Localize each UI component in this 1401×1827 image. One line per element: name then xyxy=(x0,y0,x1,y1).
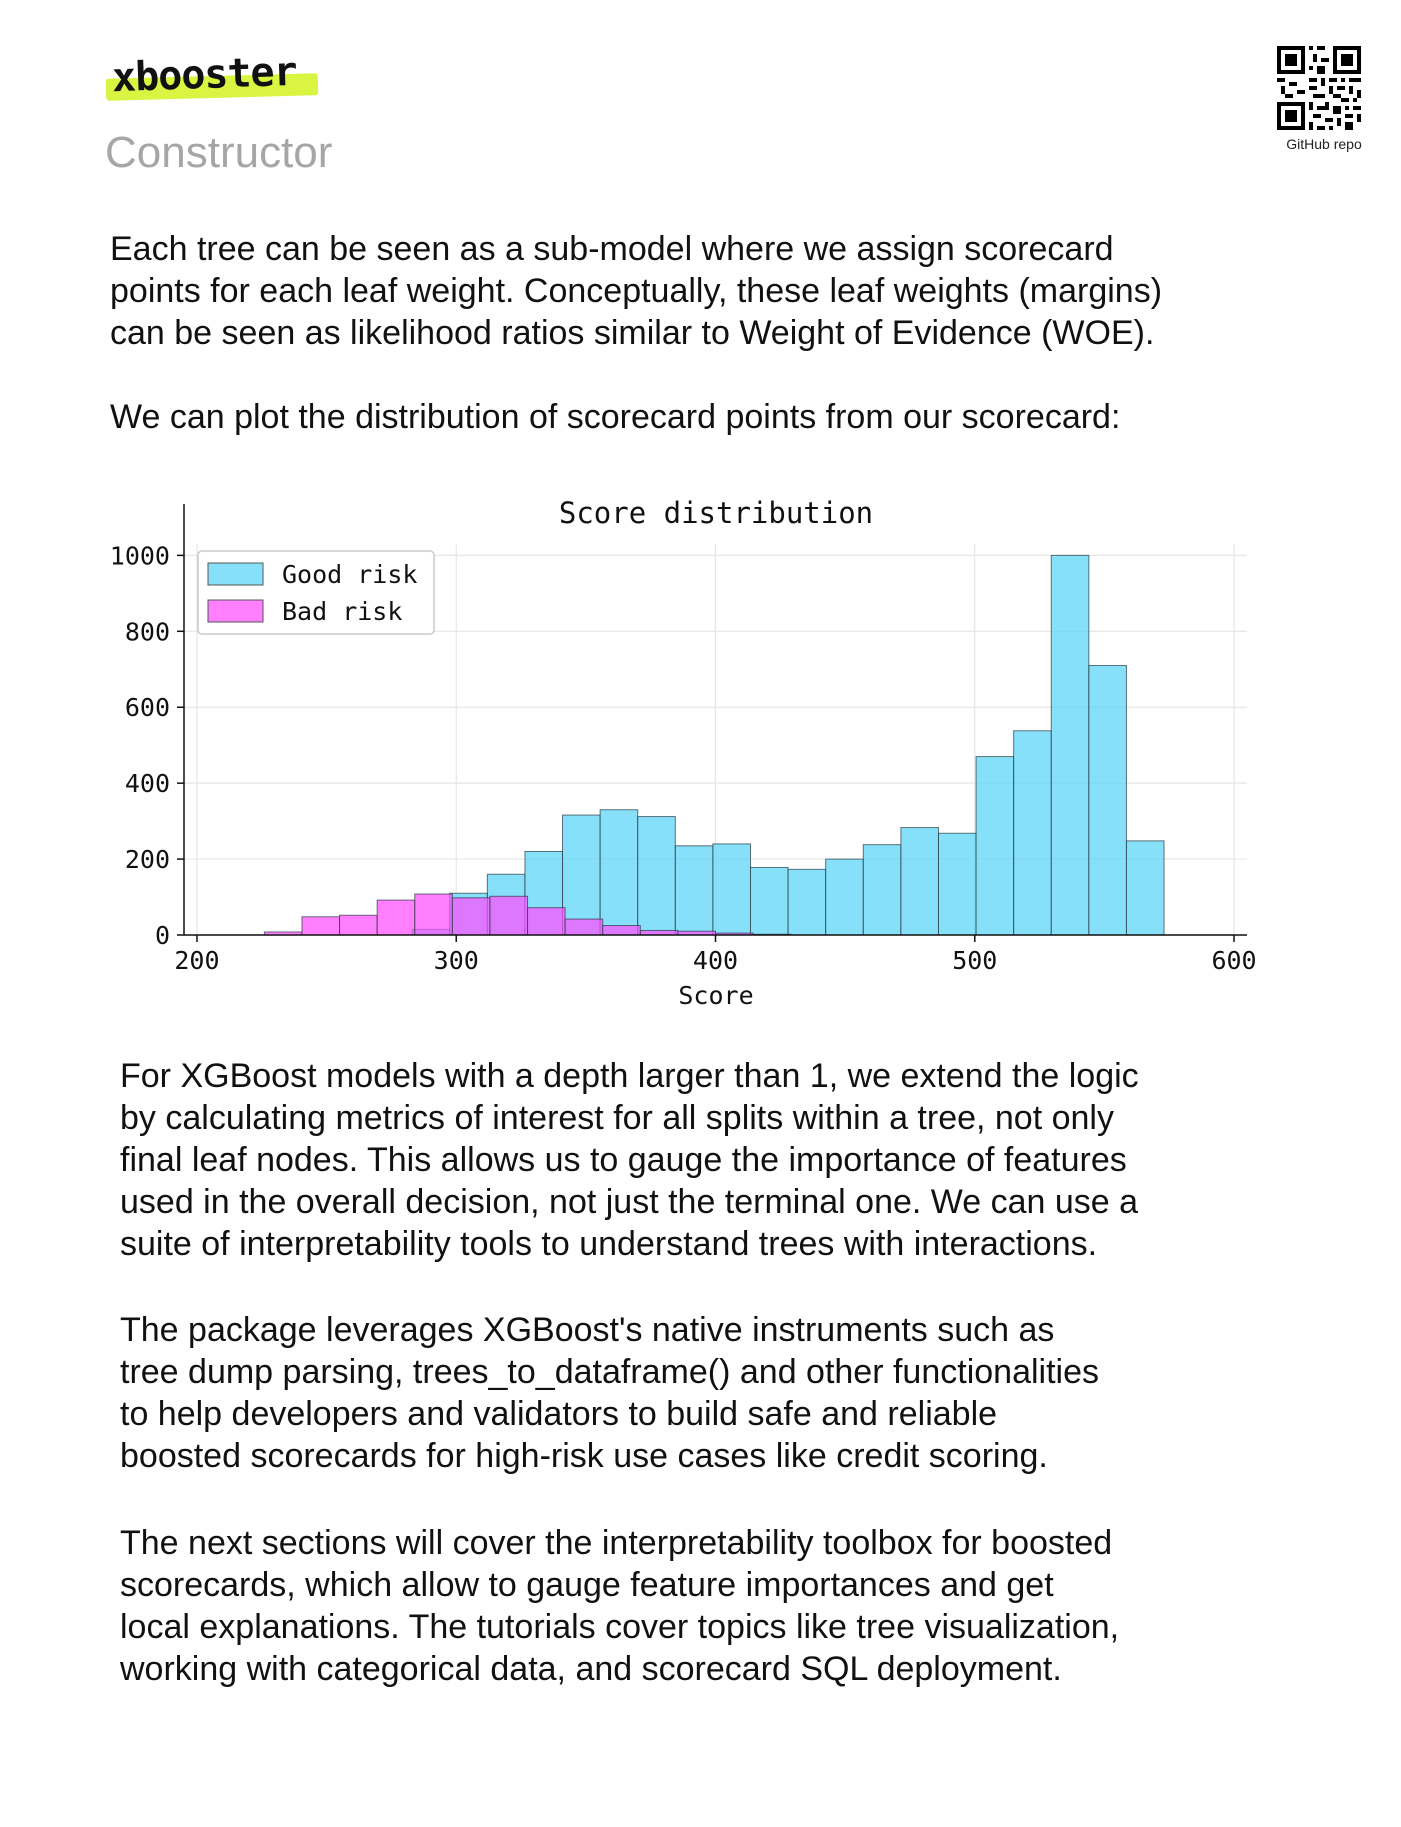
text-line: to help developers and validators to build safe and reliable xyxy=(120,1395,998,1433)
text-line: working with categorical data, and scorecard SQL deployment. xyxy=(120,1650,1062,1688)
good-risk-bar xyxy=(638,817,676,935)
y-tick-label: 1000 xyxy=(109,541,170,571)
qr-caption: GitHub repo xyxy=(1286,136,1362,152)
bad-risk-bar xyxy=(528,908,566,935)
good-risk-bar xyxy=(938,833,976,935)
brand-logo xyxy=(111,48,298,102)
bad-risk-bar xyxy=(340,915,378,935)
text-line: can be seen as likelihood ratios similar to Weight of Evidence (WOE). xyxy=(110,314,1155,352)
bad-risk-bar xyxy=(452,898,490,935)
logo-text: xbooster xyxy=(111,48,298,102)
body-paragraph-next xyxy=(120,1522,1119,1690)
good-risk-bar xyxy=(863,845,901,935)
x-tick-label: 600 xyxy=(1211,946,1257,975)
legend-label-bad: Bad risk xyxy=(282,597,403,626)
bad-risk-bar xyxy=(565,919,603,935)
qr-code-icon xyxy=(1277,46,1361,130)
text-line: We can plot the distribution of scorecard points from our scorecard: xyxy=(110,398,1121,436)
chart-title: Score distribution xyxy=(558,496,874,530)
x-tick-label: 200 xyxy=(174,946,220,975)
good-risk-bar xyxy=(675,846,713,935)
y-tick-label: 200 xyxy=(124,845,170,875)
text-line: For XGBoost models with a depth larger than 1, we extend the logic xyxy=(120,1057,1139,1095)
good-risk-bar xyxy=(713,844,751,935)
intro-paragraph xyxy=(110,228,1162,354)
legend-swatch-bad xyxy=(208,600,263,622)
text-line: final leaf nodes. This allows us to gauge the importance of features xyxy=(120,1141,1127,1179)
legend-swatch-good xyxy=(208,563,263,585)
bad-risk-bar xyxy=(490,896,528,935)
bad-risk-bar xyxy=(603,926,641,935)
good-risk-bar xyxy=(901,828,939,935)
page-subtitle: Constructor xyxy=(105,128,333,177)
x-axis-label: Score xyxy=(678,981,754,1010)
y-tick-label: 400 xyxy=(124,769,170,799)
body-paragraph-package xyxy=(120,1309,1099,1477)
good-risk-bar xyxy=(1126,841,1164,935)
bad-risk-bar xyxy=(377,900,415,935)
text-line: used in the overall decision, not just the terminal one. We can use a xyxy=(120,1183,1139,1221)
x-tick-label: 400 xyxy=(692,946,739,975)
text-line: boosted scorecards for high-risk use cases like credit scoring. xyxy=(120,1437,1048,1475)
text-line: Each tree can be seen as a sub-model where we assign scorecard xyxy=(110,230,1114,268)
good-risk-bar xyxy=(600,810,638,935)
lead-paragraph xyxy=(110,396,1120,438)
good-risk-bar xyxy=(826,859,864,935)
text-line: scorecards, which allow to gauge feature importances and get xyxy=(120,1566,1054,1604)
good-risk-bar xyxy=(1014,731,1052,935)
good-risk-bar xyxy=(976,757,1014,935)
text-line: The package leverages XGBoost's native instruments such as xyxy=(120,1311,1055,1349)
good-risk-bar xyxy=(751,867,789,935)
legend-label-good: Good risk xyxy=(282,560,418,589)
x-tick-label: 300 xyxy=(433,946,479,975)
text-line: points for each leaf weight. Conceptually, these leaf weights (margins) xyxy=(110,272,1163,310)
text-line: tree dump parsing, trees_to_dataframe() and other functionalities xyxy=(120,1353,1099,1391)
good-risk-bar xyxy=(1089,665,1127,935)
y-tick-label: 600 xyxy=(124,693,170,723)
score-distribution-chart xyxy=(92,488,1272,1018)
body-paragraph-depth xyxy=(120,1055,1139,1265)
text-line: suite of interpretability tools to understand trees with interactions. xyxy=(120,1225,1098,1263)
chart-legend xyxy=(198,551,434,634)
good-risk-bars xyxy=(412,555,1164,935)
good-risk-bar xyxy=(563,815,601,935)
bad-risk-bar xyxy=(415,894,453,935)
text-line: The next sections will cover the interpretability toolbox for boosted xyxy=(120,1524,1113,1562)
good-risk-bar xyxy=(1051,555,1089,935)
x-tick-label: 500 xyxy=(952,946,998,975)
text-line: local explanations. The tutorials cover topics like tree visualization, xyxy=(120,1608,1120,1646)
y-tick-label: 800 xyxy=(124,617,170,647)
text-line: by calculating metrics of interest for all splits within a tree, not only xyxy=(120,1099,1114,1137)
good-risk-bar xyxy=(788,869,826,935)
bad-risk-bar xyxy=(302,917,340,935)
y-tick-label: 0 xyxy=(154,921,170,950)
